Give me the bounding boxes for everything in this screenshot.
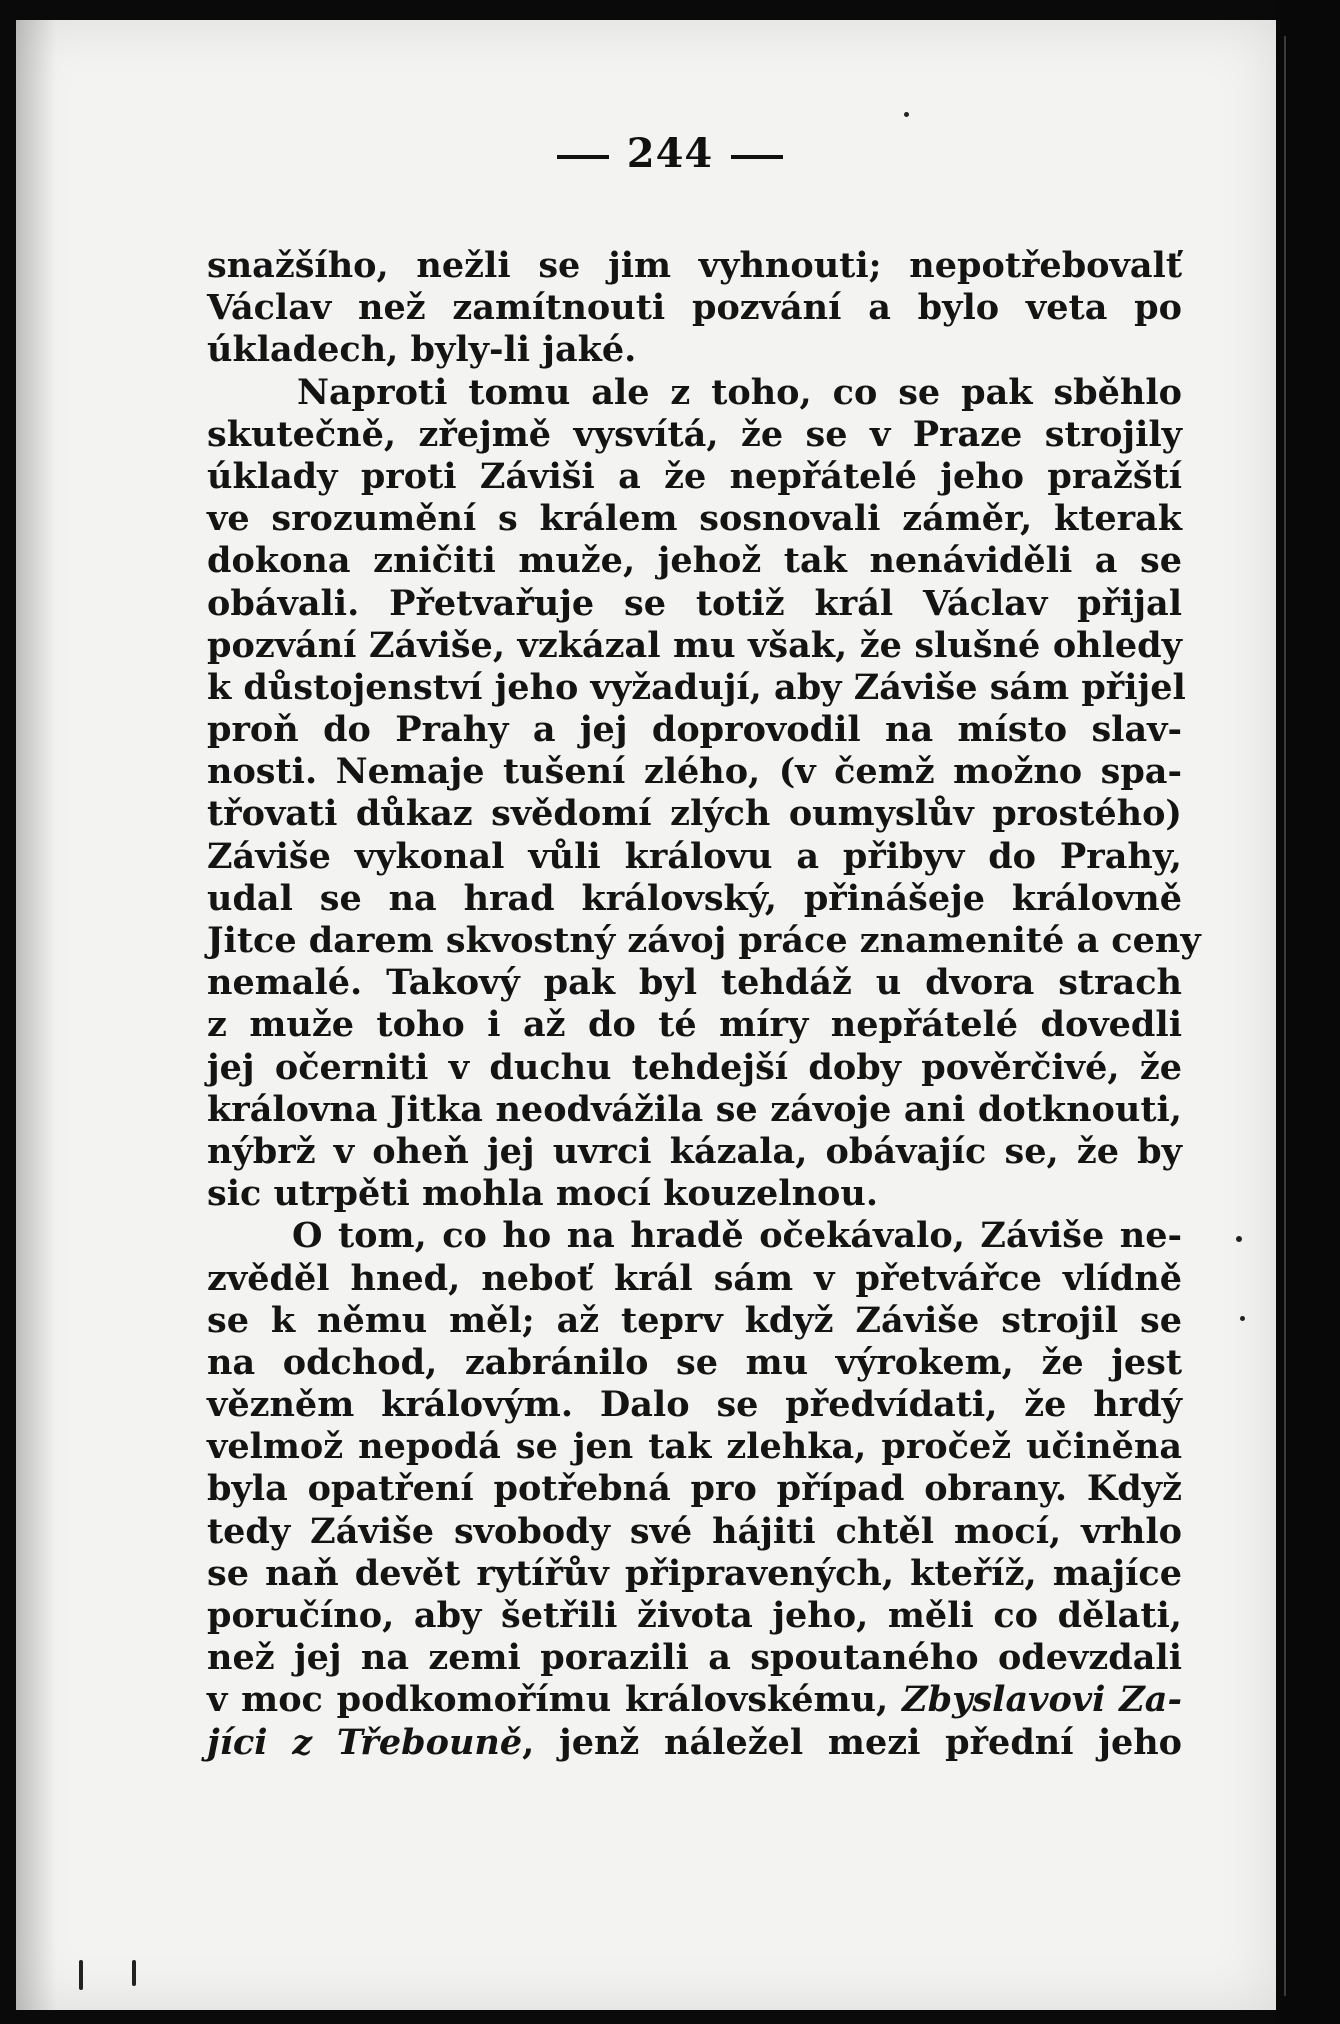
text-line: vězněm královým. Dalo se předvídati, že hrdý — [207, 1384, 1182, 1426]
text-line: Václav než zamítnouti pozvání a bylo veta po — [207, 287, 1182, 329]
scan-speck — [79, 1960, 83, 1990]
text-line: ve srozumění s králem sosnovali záměr, kterak — [207, 498, 1182, 540]
text-line: zvěděl hned, neboť král sám v přetvářce vlídně — [207, 1257, 1182, 1299]
italic-name-part-1: Zbyslavovi Za- — [902, 1679, 1183, 1721]
page-number-dash-left — [557, 155, 609, 159]
text-line: byla opatření potřebná pro případ obrany. Když — [207, 1468, 1182, 1510]
scan-speck — [132, 1960, 136, 1986]
scan-speck — [1240, 1316, 1245, 1321]
scan-speck — [1236, 1236, 1242, 1242]
text-line: udal se na hrad královský, přinášeje královně — [207, 877, 1182, 919]
text-line: obávali. Přetvařuje se totiž král Václav přijal — [207, 582, 1182, 624]
scan-speck — [904, 112, 909, 117]
text-line: než jej na zemi porazili a spoutaného odevzdali — [207, 1637, 1182, 1679]
text-line: z muže toho i až do té míry nepřátelé dovedli — [207, 1004, 1182, 1046]
text-line: se k němu měl; až teprv když Záviše strojil se — [207, 1299, 1182, 1341]
text-line: Záviše vykonal vůli královu a přibyv do Prahy, — [207, 835, 1182, 877]
text-line: skutečně, zřejmě vysvítá, že se v Praze strojily — [207, 413, 1182, 455]
text-line: sic utrpěti mohla mocí kouzelnou. — [207, 1173, 878, 1215]
text-line: Jitce darem skvostný závoj práce znamenité a ceny — [207, 920, 1201, 961]
text-line: třovati důkaz svědomí zlých oumyslův prostého) — [207, 793, 1182, 835]
page-number — [0, 130, 1340, 177]
text-line: se naň devět rytířův připravených, kteříž, majíce — [207, 1552, 1182, 1594]
text-line-end: , jenž náležel mezi přední jeho — [522, 1721, 1183, 1763]
text-line: nemalé. Takový pak byl tehdáž u dvora strach — [207, 962, 1182, 1004]
page-number-text: 244 — [626, 130, 714, 177]
text-line: dokona zničiti muže, jehož tak nenáviděli a se — [207, 540, 1182, 582]
text-line: na odchod, zabránilo se mu výrokem, že jest — [207, 1341, 1182, 1383]
page-edge-line — [1284, 36, 1286, 1996]
text-line-paragraph-start: Naproti tomu ale z toho, co se pak sběhlo — [297, 371, 1182, 413]
text-line: jej očerniti v duchu tehdejší doby pověrčivé, že — [207, 1046, 1182, 1088]
text-line: nosti. Nemaje tušení zlého, (v čemž možno spa- — [207, 751, 1182, 793]
text-line: úklady proti Záviši a že nepřátelé jeho pražští — [207, 455, 1182, 497]
text-line: proň do Prahy a jej doprovodil na místo slav- — [207, 709, 1182, 751]
text-line: velmož nepodá se jen tak zlehka, pročež učiněna — [207, 1426, 1182, 1468]
text-line-with-name — [207, 1722, 1182, 1764]
page-gutter-shadow — [16, 20, 56, 2010]
text-line: tedy Záviše svobody své hájiti chtěl mocí, vrhlo — [207, 1510, 1182, 1552]
text-line: poručíno, aby šetřili života jeho, měli co dělati, — [207, 1595, 1182, 1636]
text-line-paragraph-start: O tom, co ho na hradě očekávalo, Záviše ne- — [292, 1215, 1182, 1257]
text-line: nýbrž v oheň jej uvrci kázala, obávajíc se, že by — [207, 1130, 1182, 1172]
text-line: snažšího, nežli se jim vyhnouti; nepotřebovalť — [207, 245, 1182, 286]
text-line: pozvání Záviše, vzkázal mu však, že slušné ohledy — [207, 624, 1182, 666]
text-line: královna Jitka neodvážila se závoje ani dotknouti, — [207, 1088, 1182, 1130]
italic-name-part-2: jíci z Třebouně — [207, 1721, 523, 1763]
text-line: k důstojenství jeho vyžadují, aby Záviše sám přijel — [207, 666, 1186, 708]
text-line-start: v moc podkomořímu královskému, — [207, 1679, 889, 1721]
text-line: úkladech, byly-li jaké. — [207, 329, 637, 371]
body-text — [207, 245, 1201, 1764]
page-number-dash-right — [731, 155, 783, 159]
text-line-with-name — [207, 1679, 1182, 1721]
